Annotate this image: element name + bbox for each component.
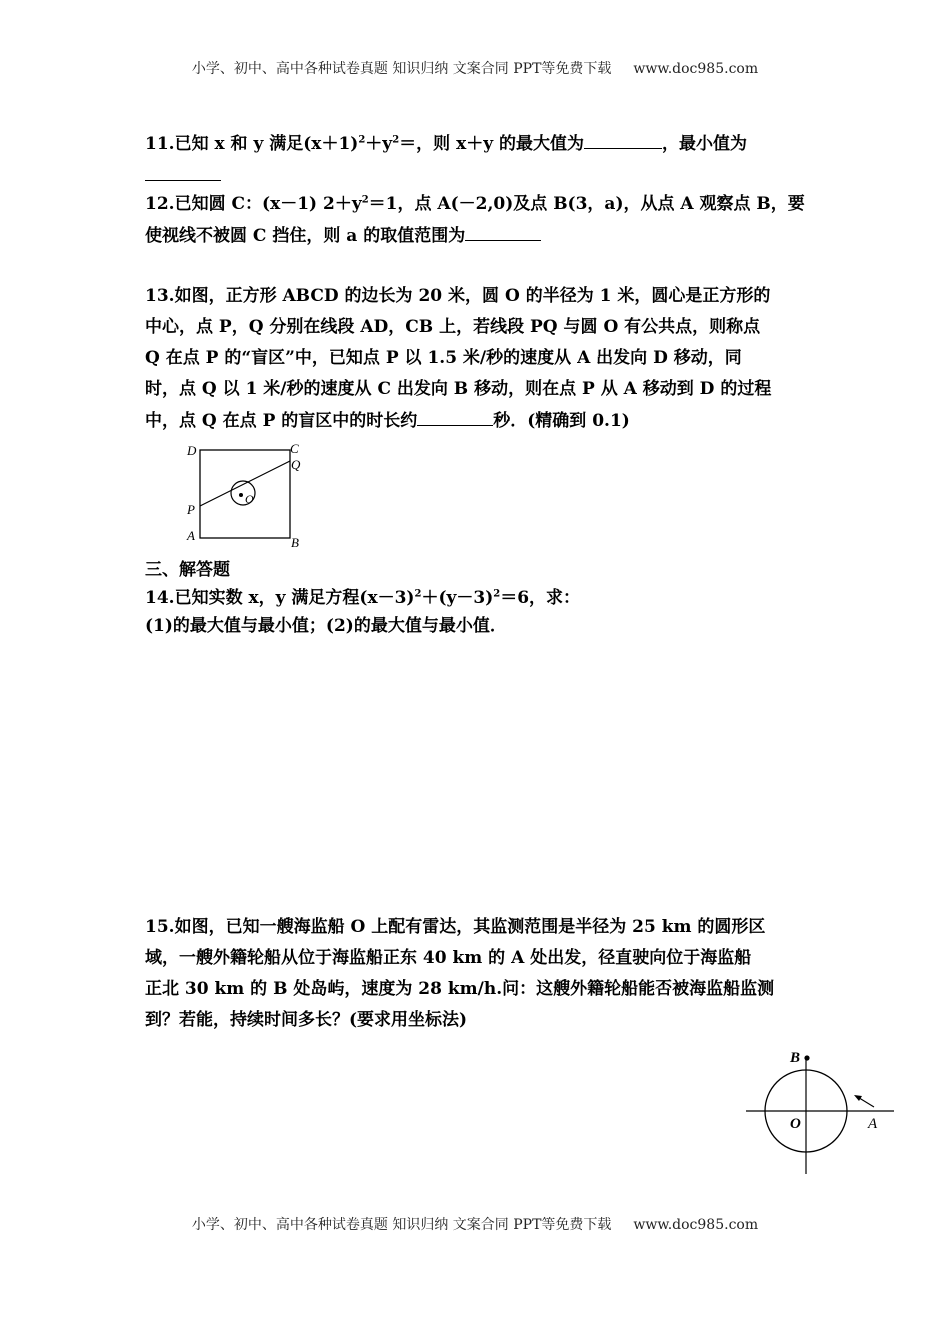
q13-line-4: 时，点 Q 以 1 米/秒的速度从 C 出发向 B 移动，则在点 P 从 A 移动到 D 的过程 bbox=[145, 379, 772, 399]
q14-sup-2: 2 bbox=[493, 588, 501, 600]
label-o: O bbox=[790, 1116, 801, 1132]
q11-sup-2: 2 bbox=[392, 134, 400, 146]
label-a: A bbox=[868, 1116, 878, 1132]
question-15 bbox=[145, 912, 810, 1036]
footer-text: 小学、初中、高中各种试卷真题 知识归纳 文案合同 PPT等免费下载 bbox=[191, 1217, 612, 1233]
question-13 bbox=[145, 281, 810, 437]
point-b-dot bbox=[804, 1055, 809, 1060]
footer-url[interactable]: www.doc985.com bbox=[633, 1217, 759, 1233]
question-14 bbox=[145, 584, 810, 640]
page-footer bbox=[0, 1214, 950, 1234]
q14-text-1a: 14.已知实数 x，y 满足方程(x－3) bbox=[145, 588, 415, 608]
q14-line-2: (1)的最大值与最小值；(2)的最大值与最小值． bbox=[145, 616, 507, 636]
q12-sup-1: 2 bbox=[361, 194, 369, 206]
label-b: B bbox=[790, 1050, 801, 1066]
q12-text-1b: ＝1，点 A(－2,0)及点 B(3，a)，从点 A 观察点 B，要 bbox=[368, 194, 805, 214]
q12-answer-blank[interactable] bbox=[465, 220, 541, 241]
label-q: Q bbox=[291, 457, 301, 472]
q11-answer-blank-2[interactable] bbox=[145, 160, 221, 181]
q13-line-5a: 中，点 Q 在点 P 的盲区中的时长约 bbox=[145, 411, 418, 431]
q13-line-3: Q 在点 P 的“盲区”中，已知点 P 以 1.5 米/秒的速度从 A 出发向 D 移动，同 bbox=[145, 348, 742, 368]
label-o: O bbox=[245, 492, 254, 506]
label-b: B bbox=[291, 535, 299, 550]
q13-line-1: 13.如图，正方形 ABCD 的边长为 20 米，圆 O 的半径为 1 米，圆心是正方形的 bbox=[145, 286, 771, 306]
label-a: A bbox=[187, 528, 195, 543]
section-3-heading bbox=[145, 555, 810, 586]
q14-text-1c: ＝6，求： bbox=[500, 588, 581, 608]
figure-radar-circle bbox=[740, 1044, 900, 1178]
q11-text-2: ＋y bbox=[365, 134, 393, 154]
header-text: 小学、初中、高中各种试卷真题 知识归纳 文案合同 PPT等免费下载 bbox=[191, 61, 612, 77]
q11-sup-1: 2 bbox=[358, 134, 366, 146]
question-11 bbox=[145, 128, 810, 192]
q14-text-1b: ＋(y－3) bbox=[421, 588, 494, 608]
figure-square-abcd bbox=[180, 436, 310, 552]
q15-line-2: 域，一艘外籍轮船从位于海监船正东 40 km 的 A 处出发，径直驶向位于海监船 bbox=[145, 948, 752, 968]
label-c: C bbox=[290, 441, 299, 456]
q12-text-2: 使视线不被圆 C 挡住，则 a 的取值范围为 bbox=[145, 226, 466, 246]
arrow-head-icon bbox=[854, 1095, 862, 1101]
q15-line-4: 到？若能，持续时间多长？(要求用坐标法) bbox=[145, 1010, 468, 1030]
question-12 bbox=[145, 189, 810, 252]
q12-text-1: 12.已知圆 C：(x－1) 2＋y bbox=[145, 194, 362, 214]
page-header bbox=[0, 58, 950, 78]
q13-line-2: 中心，点 P，Q 分别在线段 AD，CB 上，若线段 PQ 与圆 O 有公共点，则称点 bbox=[145, 317, 761, 337]
q15-line-1: 15.如图，已知一艘海监船 O 上配有雷达，其监测范围是半径为 25 km 的圆形区 bbox=[145, 917, 766, 937]
label-p: P bbox=[187, 502, 195, 517]
q13-answer-blank[interactable] bbox=[417, 405, 493, 426]
q11-text-4: ，最小值为 bbox=[662, 134, 748, 154]
q11-text-1: 11.已知 x 和 y 满足(x＋1) bbox=[145, 134, 359, 154]
q11-answer-blank-1[interactable] bbox=[584, 128, 662, 149]
header-url[interactable]: www.doc985.com bbox=[633, 61, 759, 77]
section-3-title: 三、解答题 bbox=[145, 560, 230, 580]
q14-sup-1: 2 bbox=[414, 588, 422, 600]
center-o-dot bbox=[239, 493, 243, 497]
label-d: D bbox=[187, 443, 197, 458]
q15-line-3: 正北 30 km 的 B 处岛屿，速度为 28 km/h.问：这艘外籍轮船能否被海监船监测 bbox=[145, 979, 775, 999]
q11-text-3: ＝，则 x＋y 的最大值为 bbox=[399, 134, 585, 154]
q13-line-5b: 秒．(精确到 0.1) bbox=[493, 411, 630, 431]
